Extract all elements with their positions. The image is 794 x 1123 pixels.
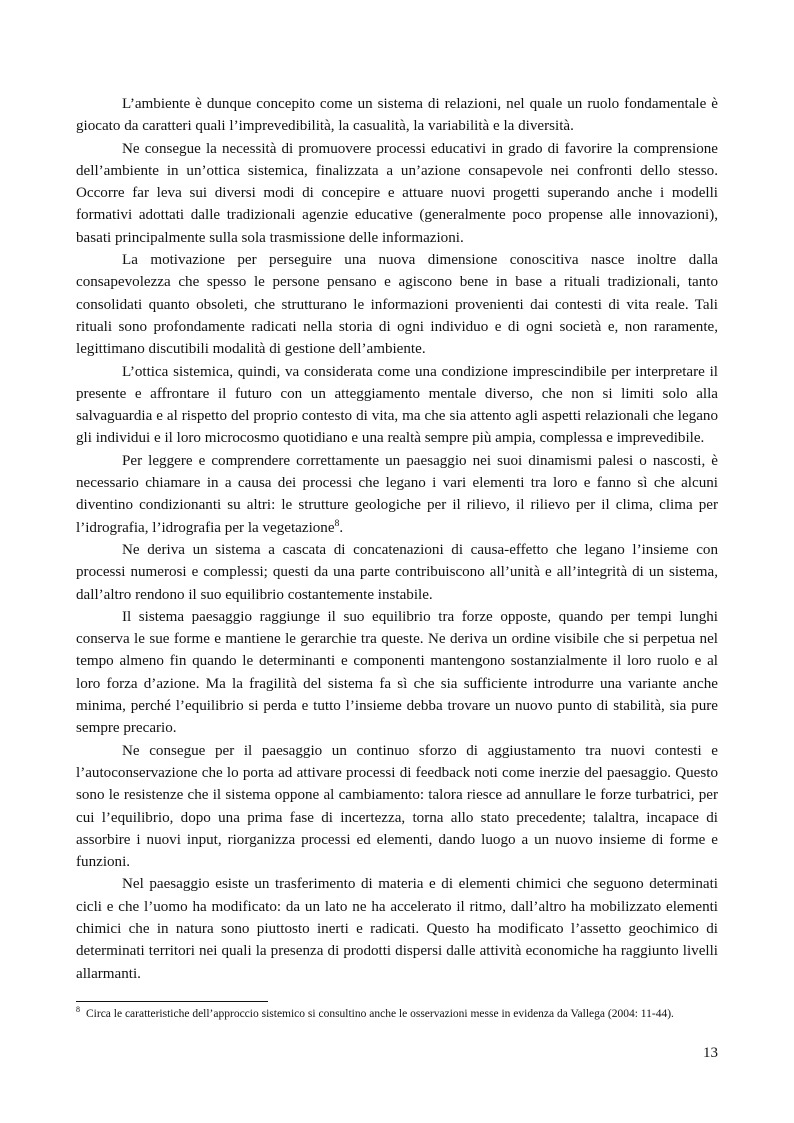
footnote-text: Circa le caratteristiche dell’approccio sistemico si consultino anche le osservazioni messe in evidenza da Vallega (2004: 11-44).: [86, 1008, 674, 1020]
paragraph-8: Ne consegue per il paesaggio un continuo sforzo di aggiustamento tra nuovi contesti e l’autoconservazione che lo porta ad attivare processi di feedback noti come inerzie del paesaggio. Questo sono le resistenze che il sistema oppone al cambiamento: talora riesce ad annullare le forze turbatrici, per cui l’equilibrio, dopo una prima fase di incertezza, torna allo stato precedente; talaltra, incapace di assorbire i nuovi input, riorganizza processi ed elementi, dando luogo a un nuovo insieme di forme e funzioni.: [76, 742, 718, 871]
body-text: [76, 93, 718, 985]
paragraph-5-text: Per leggere e comprendere correttamente un paesaggio nei suoi dinamismi palesi o nascosti, è necessario chiamare in a causa dei processi che legano i vari elementi tra loro e fanno sì che alcuni diventino condizionanti su altri: le strutture geologiche per il rilievo, il rilievo per il clima, clima per l’idrografia, l’idrografia per la vegetazione: [76, 452, 718, 536]
paragraph-1: L’ambiente è dunque concepito come un sistema di relazioni, nel quale un ruolo fondamentale è giocato da caratteri quali l’imprevedibilità, la casualità, la variabilità e la diversità.: [76, 96, 718, 135]
paragraph-5: [76, 450, 718, 539]
footnote-separator: [76, 1001, 268, 1002]
page-number: 13: [703, 1045, 718, 1061]
paragraph-2: Ne consegue la necessità di promuovere processi educativi in grado di favorire la comprensione dell’ambiente in un’ottica sistemica, finalizzata a un’azione consapevole nei confronti dello stesso. Occorre far leva sui diversi modi di concepire e attuare nuovi progetti superando anche i modelli formativi adottati dalle tradizionali agenzie educative (generalmente poco propense alle innovazioni), basati principalmente sulla sola trasmissione delle informazioni.: [76, 140, 718, 246]
paragraph-3: La motivazione per perseguire una nuova dimensione conoscitiva nasce inoltre dalla consapevolezza che spesso le persone pensano e agiscono bene in base a rituali tradizionali, tanto consolidati quanto obsoleti, che strutturano le informazioni provenienti dai contesti di vita reale. Tali rituali sono profondamente radicati nella storia di ogni individuo e di ogni società e, non raramente, legittimano discutibili modalità di gestione dell’ambiente.: [76, 252, 718, 358]
paragraph-6: Ne deriva un sistema a cascata di concatenazioni di causa-effetto che legano l’insieme con processi numerosi e complessi; questi da una parte contribuiscono all’unità e all’integrità di un sistema, dall’altro rendono il suo equilibrio costantemente instabile.: [76, 541, 718, 603]
paragraph-7: Il sistema paesaggio raggiunge il suo equilibrio tra forze opposte, quando per tempi lunghi conserva le sue forme e mantiene le gerarchie tra queste. Ne deriva un ordine visibile che si perpetua nel tempo almeno fin quando le determinanti e componenti mantengono sostanzialmente il loro ruolo e al loro forza d’azione. Ma la fragilità del sistema fa sì che sia sufficiente introdurre una variante anche minima, perché l’equilibrio si perda e tutto l’insieme debba trovare un nuovo punto di stabilità, sia pure sempre precario.: [76, 608, 718, 737]
footnote-reference[interactable]: 8: [334, 518, 340, 529]
paragraph-9: Nel paesaggio esiste un trasferimento di materia e di elementi chimici che seguono determinati cicli e che l’uomo ha modificato: da un lato ne ha accelerato il ritmo, dall’altro ha mobilizzato elementi chimici che in natura sono piuttosto inerti e radicati. Questo ha modificato l’assetto geochimico di determinati territori nei quali la presenza di prodotti dispersi dalle attività economiche ha raggiunto livelli allarmanti.: [76, 876, 718, 982]
paragraph-5-end: .: [339, 519, 344, 536]
footnote-number: 8: [76, 1005, 80, 1015]
paragraph-4: L’ottica sistemica, quindi, va considerata come una condizione imprescindibile per interpretare il presente e affrontare il futuro con un atteggiamento mentale diverso, che non si limiti solo alla salvaguardia e al rispetto del proprio contesto di vita, ma che sia attento agli aspetti relazionali che legano gli individui e il loro microcosmo quotidiano e una realtà sempre più ampia, complessa e imprevedibile.: [76, 363, 718, 447]
footnote: [76, 1006, 718, 1023]
